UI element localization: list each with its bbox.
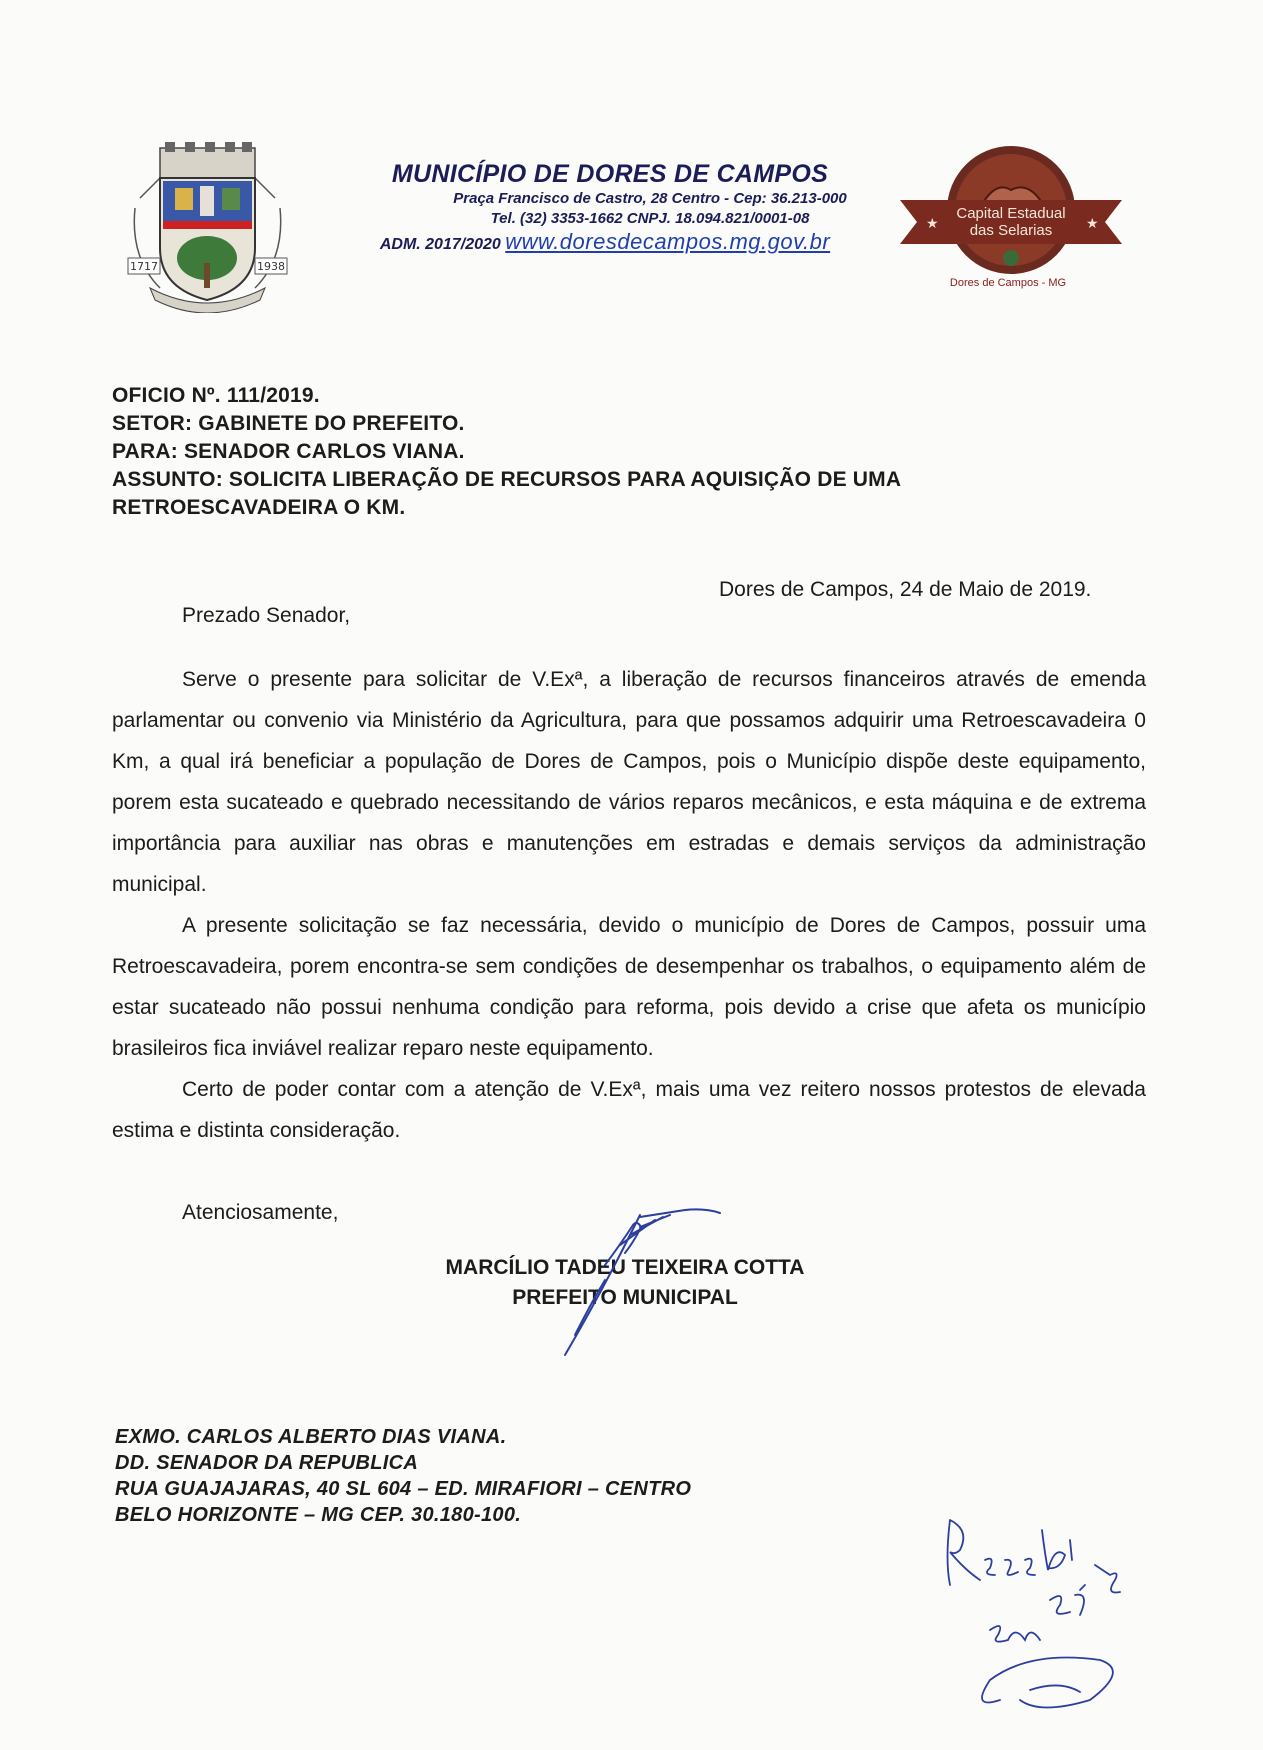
coat-year-left: 1717 xyxy=(130,260,158,273)
recipient-line: DD. SENADOR DA REPUBLICA xyxy=(115,1452,419,1474)
municipality-contact: Tel. (32) 3353-1662 CNPJ. 18.094.821/0001-08 xyxy=(490,210,810,227)
signer-title: PREFEITO MUNICIPAL xyxy=(512,1286,738,1309)
recipient-line: BELO HORIZONTE – MG CEP. 30.180-100. xyxy=(115,1504,522,1526)
recipient-line: RUA GUAJAJARAS, 40 SL 604 – ED. MIRAFIORI – CENTRO xyxy=(115,1478,692,1500)
handwritten-received-note xyxy=(930,1500,1190,1725)
adm-label: ADM. 2017/2020 xyxy=(379,236,501,253)
handwritten-signature xyxy=(545,1205,735,1365)
municipality-address: Praça Francisco de Castro, 28 Centro - Cep: 36.213-000 xyxy=(453,190,847,207)
capital-selarias-badge xyxy=(900,140,1122,295)
letter-date: Dores de Campos, 24 de Maio de 2019. xyxy=(719,578,1092,601)
body-paragraph: Serve o presente para solicitar de V.Exª, a liberação de recursos financeiros através de emenda parlamentar ou convenio via Ministério da Agricultura, para que possamos adquirir uma Retroescavadeira 0 Km, a qual irá beneficiar a população de Dores de Campos, pois o Município dispõe deste equipamento, porem esta sucateado e quebrado necessitando de vários reparos mecânicos, e esta máquina e de extrema importância para auxiliar nas obras e manutenções em estradas e demais serviços da administração municipal. xyxy=(112,668,1146,896)
oficio-subject-1: ASSUNTO: SOLICITA LIBERAÇÃO DE RECURSOS PARA AQUISIÇÃO DE UMA xyxy=(112,468,902,491)
signer-name: MARCÍLIO TADEU TEIXEIRA COTTA xyxy=(445,1256,805,1279)
oficio-header xyxy=(112,382,1152,522)
letterhead xyxy=(330,160,890,255)
letter-greeting: Prezado Senador, xyxy=(182,604,351,627)
municipality-name: MUNICÍPIO DE DORES DE CAMPOS xyxy=(391,160,829,188)
body-paragraph: Certo de poder contar com a atenção de V.Exª, mais uma vez reitero nossos protestos de elevada estima e distinta consideração. xyxy=(112,1078,1146,1142)
website-link[interactable]: www.doresdecampos.mg.gov.br xyxy=(505,229,831,254)
recipient-address xyxy=(115,1424,691,1528)
body-paragraph: A presente solicitação se faz necessária, devido o município de Dores de Campos, possuir uma Retroescavadeira, porem encontra-se sem condições de desempenhar os trabalhos, o equipamento além de estar sucateado não possui nenhuma condição para reforma, pois devido a crise que afeta os município brasileiros fica inviável realizar reparo neste equipamento. xyxy=(112,914,1146,1060)
star-icon: ★ xyxy=(926,216,939,232)
star-icon: ★ xyxy=(1086,216,1099,232)
adm-line xyxy=(320,229,890,255)
badge-line2: das Selarias xyxy=(969,222,1053,239)
oficio-sector: SETOR: GABINETE DO PREFEITO. xyxy=(112,412,465,435)
recipient-line: EXMO. CARLOS ALBERTO DIAS VIANA. xyxy=(115,1426,507,1448)
badge-caption: Dores de Campos - MG xyxy=(949,277,1067,289)
oficio-number: OFICIO Nº. 111/2019. xyxy=(112,384,320,407)
badge-line1: Capital Estadual xyxy=(956,205,1066,222)
oficio-subject-2: RETROESCAVADEIRA O KM. xyxy=(112,496,406,519)
letter-closing: Atenciosamente, xyxy=(182,1201,339,1224)
letter-body xyxy=(112,659,1146,1151)
coat-year-right: 1938 xyxy=(257,260,285,273)
oficio-recipient: PARA: SENADOR CARLOS VIANA. xyxy=(112,440,465,463)
coat-of-arms-logo xyxy=(120,138,295,313)
